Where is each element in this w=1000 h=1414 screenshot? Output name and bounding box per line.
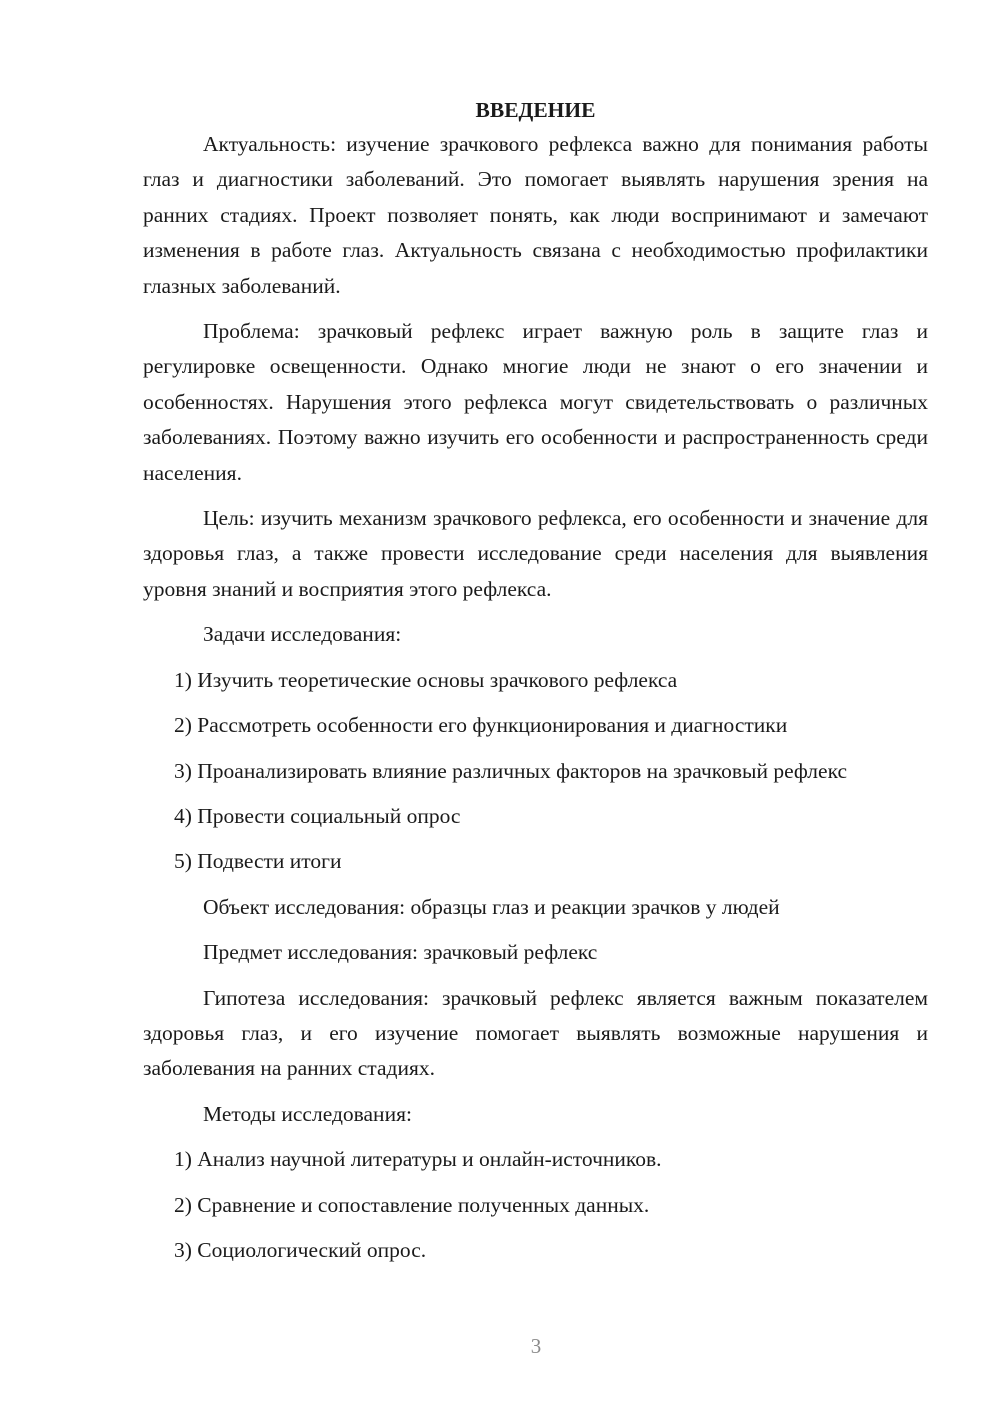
task-item-2: 2) Рассмотреть особенности его функционирования и диагностики (174, 713, 788, 738)
page-content (143, 94, 928, 1278)
task-item-3: 3) Проанализировать влияние различных факторов на зрачковый рефлекс (174, 758, 848, 783)
task-item-1: 1) Изучить теоретические основы зрачкового рефлекса (174, 667, 678, 692)
goal-paragraph: Цель: изучить механизм зрачкового рефлекса, его особенности и значение для здоровья глаз, а также провести исследование среди населения для выявления уровня знаний и восприятия этого рефлекса. (143, 506, 928, 601)
task-item-4: 4) Провести социальный опрос (174, 803, 461, 828)
methods-heading: Методы исследования: (203, 1101, 412, 1126)
method-item-2: 2) Сравнение и сопоставление полученных данных. (174, 1192, 650, 1217)
tasks-heading: Задачи исследования: (203, 622, 402, 647)
hypothesis-paragraph: Гипотеза исследования: зрачковый рефлекс является важным показателем здоровья глаз, и его изучение помогает выявлять возможные нарушения и заболевания на ранних стадиях. (143, 985, 928, 1081)
page-title: ВВЕДЕНИЕ (475, 98, 596, 122)
problem-paragraph: Проблема: зрачковый рефлекс играет важную роль в защите глаз и регулировке освещенности. Однако многие люди не знают о его значении и особенностях. Нарушения этого рефлекса могут свидетельствовать о различных заболеваниях. Поэтому важно изучить его особенности и распространенность среди населения. (143, 319, 928, 485)
relevance-paragraph: Актуальность: изучение зрачкового рефлекса важно для понимания работы глаз и диагностики заболеваний. Это помогает выявлять нарушения зрения на ранних стадиях. Проект позволяет понять, как люди воспринимают и замечают изменения в работе глаз. Актуальность связана с необходимостью профилактики глазных заболеваний. (143, 132, 928, 298)
method-item-3: 3) Социологический опрос. (174, 1237, 427, 1262)
page-number: 3 (530, 1334, 542, 1358)
task-item-5: 5) Подвести итоги (174, 849, 342, 874)
method-item-1: 1) Анализ научной литературы и онлайн-источников. (174, 1147, 662, 1172)
object-line: Объект исследования: образцы глаз и реакции зрачков у людей (203, 894, 780, 919)
subject-line: Предмет исследования: зрачковый рефлекс (203, 940, 598, 965)
